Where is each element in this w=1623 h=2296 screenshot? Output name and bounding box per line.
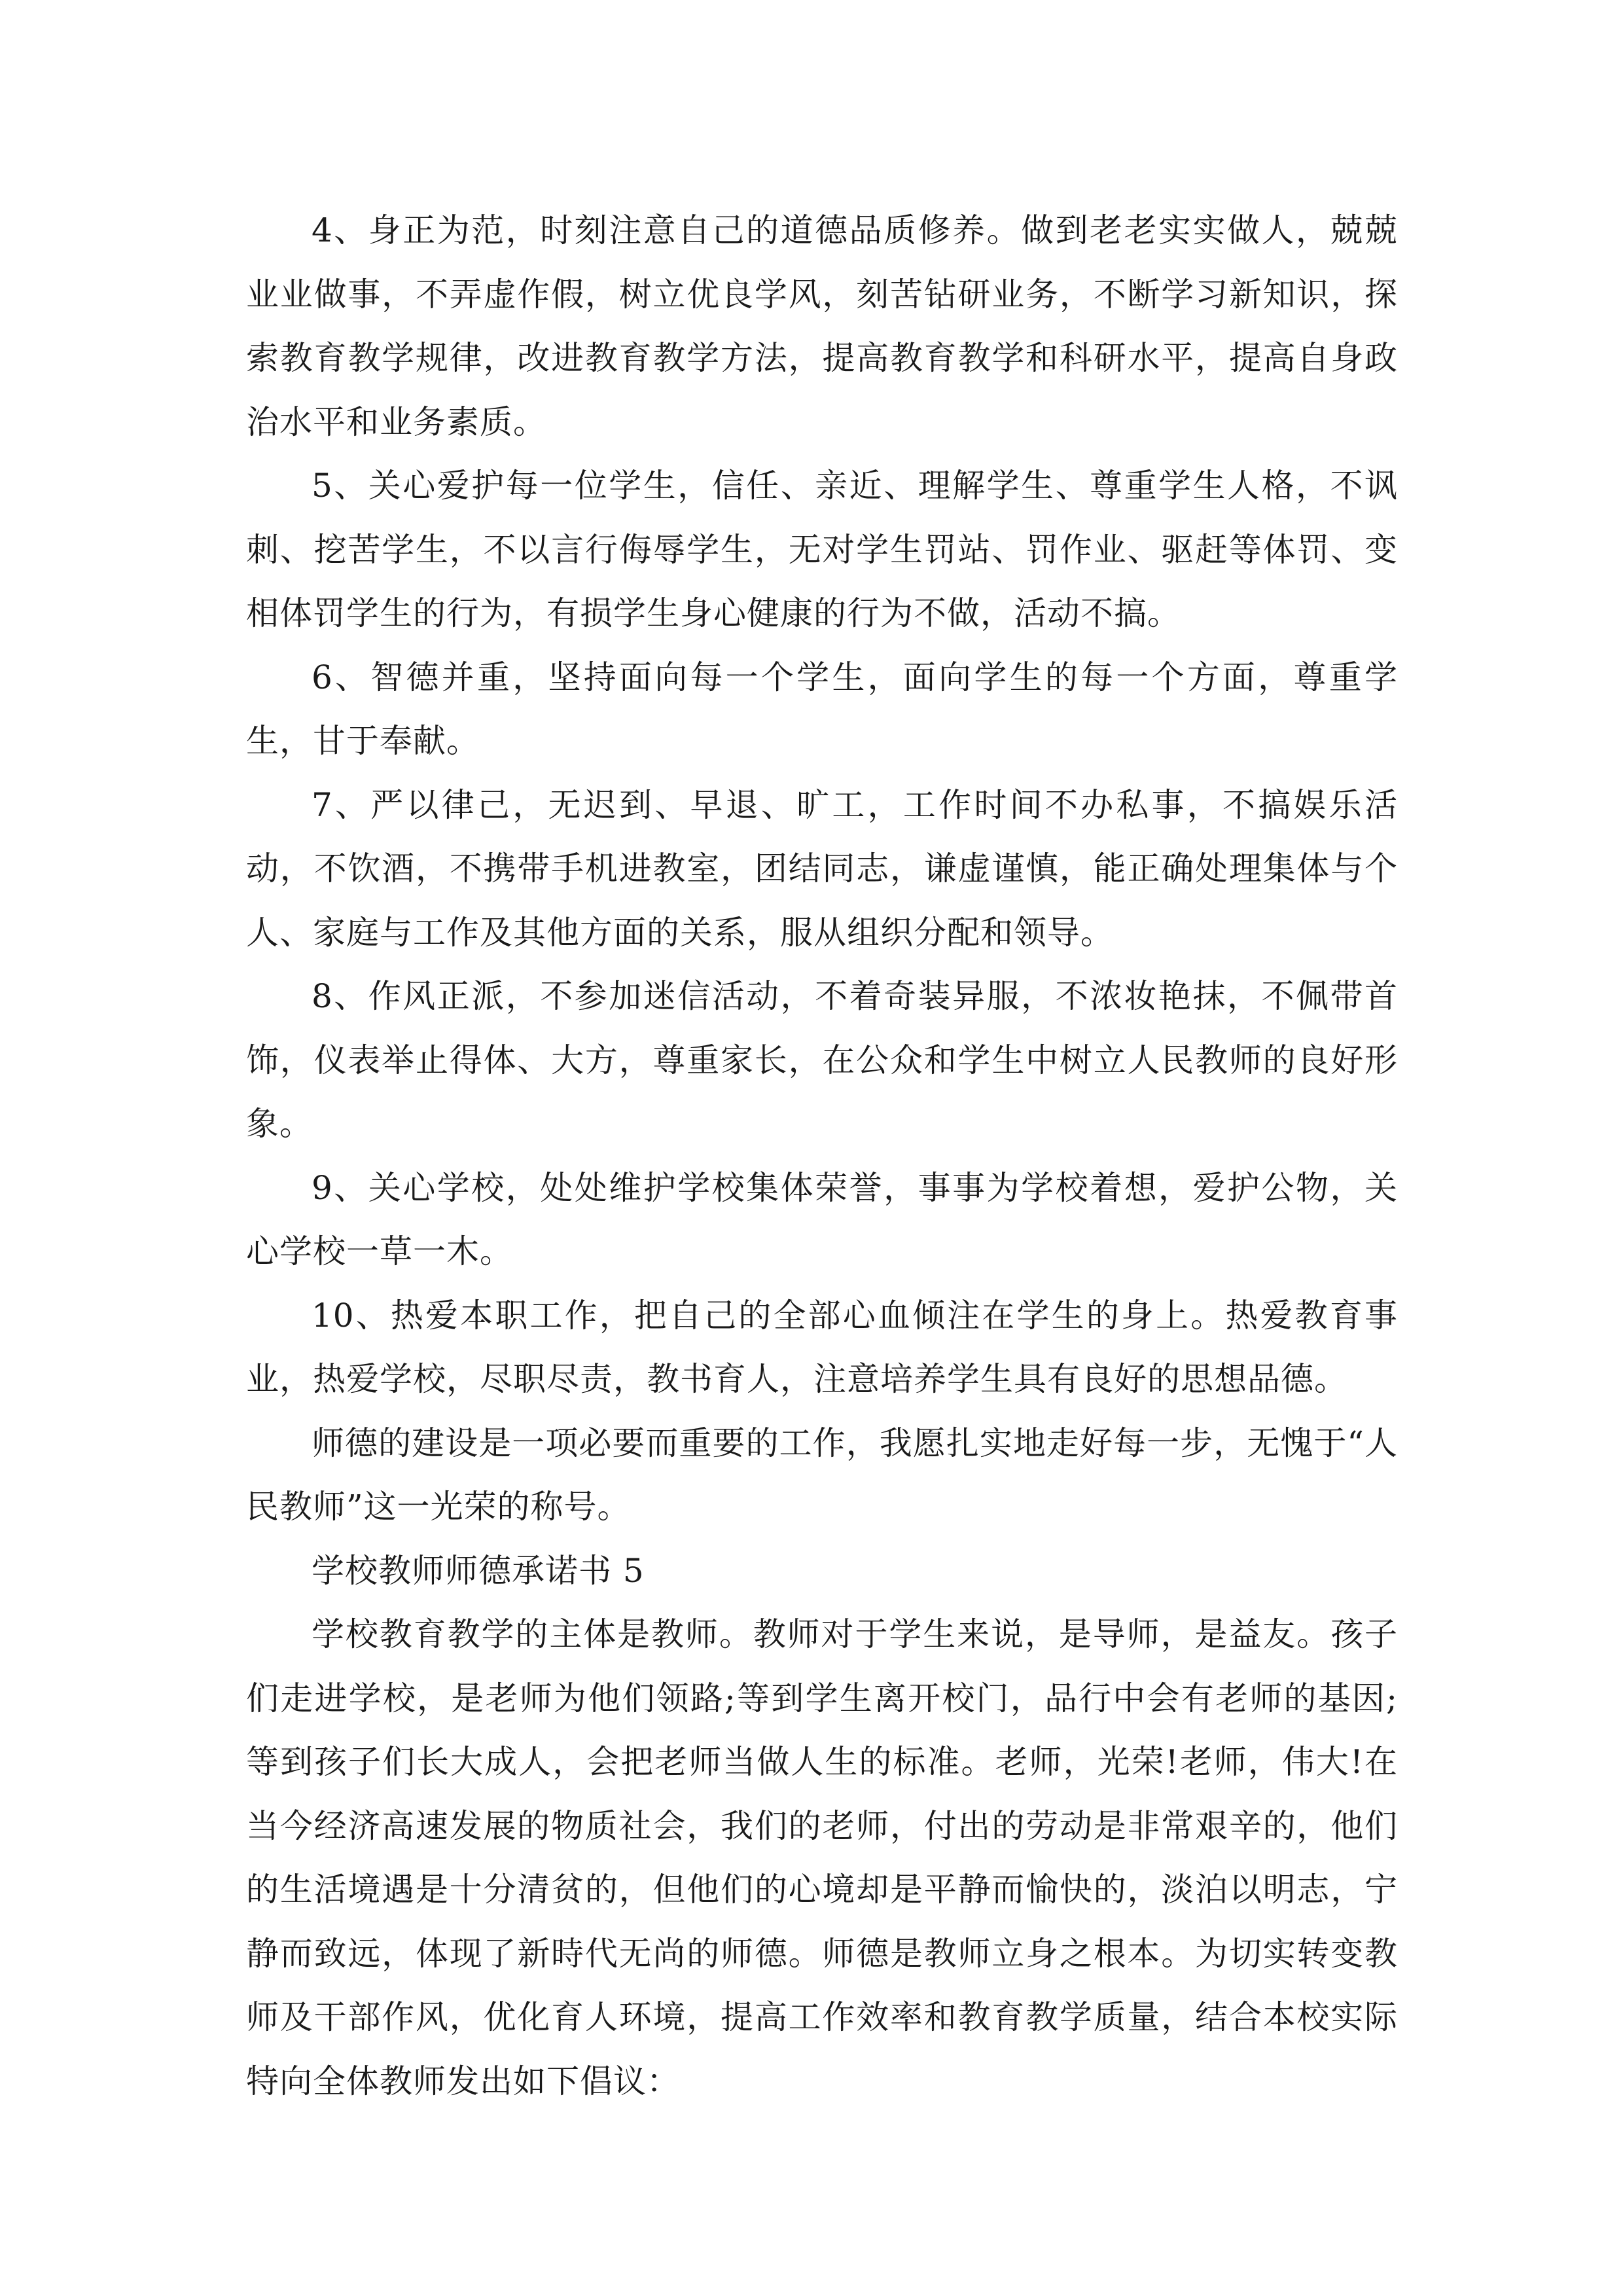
closing-paragraph: 师德的建设是一项必要而重要的工作，我愿扎实地走好每一步，无愧于“人民教师”这一光荣的称号。 bbox=[246, 1424, 1398, 1526]
paragraph-item-9: 9、关心学校，处处维护学校集体荣誉，事事为学校着想，爱护公物，关心学校一草一木。 bbox=[246, 1168, 1398, 1270]
paragraph-item-6: 6、智德并重，坚持面向每一个学生，面向学生的每一个方面，尊重学生，甘于奉献。 bbox=[246, 658, 1398, 760]
paragraph-item-10: 10、热爱本职工作，把自己的全部心血倾注在学生的身上。热爱教育事业，热爱学校，尽职尽责，教书育人，注意培养学生具有良好的思想品德。 bbox=[246, 1296, 1398, 1398]
paragraph-item-4: 4、身正为范，时刻注意自己的道德品质修养。做到老老实实做人，兢兢业业做事，不弄虚作假，树立优良学风，刻苦钻研业务，不断学习新知识，探索教育教学规律，改进教育教学方法，提高教育教学和科研水平，提高自身政治水平和业务素质。 bbox=[246, 211, 1398, 441]
paragraph-item-7: 7、严以律己，无迟到、早退、旷工，工作时间不办私事，不搞娱乐活动，不饮酒，不携带手机进教室，团结同志，谦虚谨慎，能正确处理集体与个人、家庭与工作及其他方面的关系，服从组织分配和领导。 bbox=[246, 785, 1398, 952]
document-body bbox=[246, 199, 1398, 2113]
paragraph-item-8: 8、作风正派，不参加迷信活动，不着奇装异服，不浓妆艳抹，不佩带首饰，仪表举止得体、大方，尊重家长，在公众和学生中树立人民教师的良好形象。 bbox=[246, 977, 1398, 1143]
section-title: 学校教师师德承诺书 5 bbox=[312, 1551, 645, 1590]
paragraph-item-5: 5、关心爱护每一位学生，信任、亲近、理解学生、尊重学生人格，不讽刺、挖苦学生，不以言行侮辱学生，无对学生罚站、罚作业、驱赶等体罚、变相体罚学生的行为，有损学生身心健康的行为不做，活动不搞。 bbox=[246, 467, 1398, 632]
intro-paragraph: 学校教育教学的主体是教师。教师对于学生来说，是导师，是益友。孩子们走进学校，是老师为他们领路;等到学生离开校门，品行中会有老师的基因;等到孩子们长大成人，会把老师当做人生的标准。老师，光荣!老师，伟大!在当今经济高速发展的物质社会，我们的老师，付出的劳动是非常艰辛的，他们的生活境遇是十分清贫的，但他们的心境却是平静而愉快的，淡泊以明志，宁静而致远，体现了新時代无尚的师德。师德是教师立身之根本。为切实转变教师及干部作风，优化育人环境，提高工作效率和教育教学质量，结合本校实际特向全体教师发出如下倡议： bbox=[246, 1615, 1398, 2100]
